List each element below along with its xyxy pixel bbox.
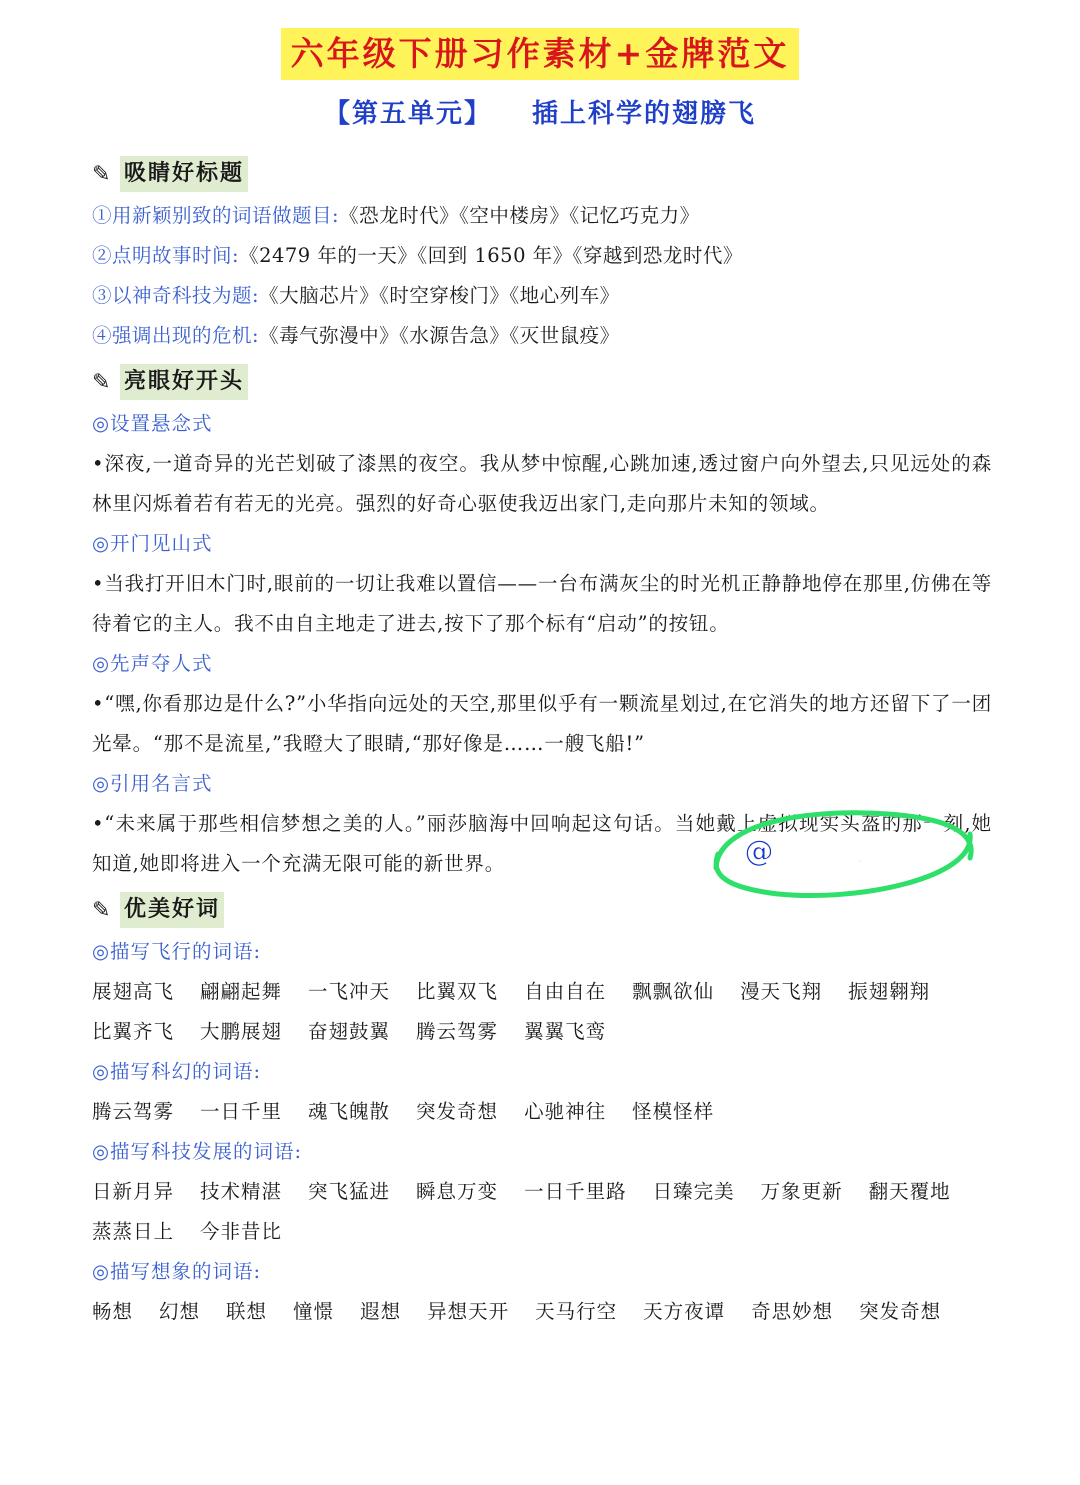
word-item: 突飞猛进 xyxy=(308,1180,391,1203)
word-item: 技术精湛 xyxy=(200,1180,283,1203)
word-item: 突发奇想 xyxy=(416,1100,499,1123)
word-item: 奋翅鼓翼 xyxy=(308,1020,391,1043)
word-item: 漫天飞翔 xyxy=(740,980,823,1003)
section-heading-titles: ✎ 吸睛好标题 xyxy=(92,152,992,196)
content xyxy=(92,148,992,1332)
word-item: 天方夜谭 xyxy=(643,1300,726,1323)
word-item: 展翅高飞 xyxy=(92,980,175,1003)
word-group-label: ◎描写科幻的词语: xyxy=(92,1060,262,1083)
word-item: 日新月异 xyxy=(92,1180,175,1203)
opening-label: ◎引用名言式 xyxy=(92,772,213,795)
opening-paragraph: •深夜,一道奇异的光芒划破了漆黑的夜空。我从梦中惊醒,心跳加速,透过窗户向外望去,只见远处的森林里闪烁着若有若无的光亮。强烈的好奇心驱使我迈出家门,走向那片未知的领域。 xyxy=(92,452,992,515)
word-list xyxy=(92,1292,992,1332)
word-item: 翻天覆地 xyxy=(868,1180,951,1203)
opening-label: ◎先声夺人式 xyxy=(92,652,213,675)
word-item: 自由自在 xyxy=(524,980,607,1003)
word-item: 今非昔比 xyxy=(200,1220,283,1243)
title-item: ④强调出现的危机:《毒气弥漫中》《水源告急》《灭世鼠疫》 xyxy=(92,324,620,347)
title-item: ①用新颖别致的词语做题目:《恐龙时代》《空中楼房》《记忆巧克力》 xyxy=(92,204,700,227)
word-item: 飘飘欲仙 xyxy=(632,980,715,1003)
title-item: ②点明故事时间:《2479 年的一天》《回到 1650 年》《穿越到恐龙时代》 xyxy=(92,244,743,267)
unit-topic: 插上科学的翅膀飞 xyxy=(532,99,757,129)
word-item: 蒸蒸日上 xyxy=(92,1220,175,1243)
word-item: 一日千里路 xyxy=(524,1180,627,1203)
word-item: 比翼齐飞 xyxy=(92,1020,175,1043)
word-item: 联想 xyxy=(226,1300,268,1323)
watermark xyxy=(708,798,980,908)
opening-label: ◎开门见山式 xyxy=(92,532,213,555)
word-item: 一日千里 xyxy=(200,1100,283,1123)
word-item: 瞬息万变 xyxy=(416,1180,499,1203)
word-item: 奇思妙想 xyxy=(751,1300,834,1323)
unit-label: 【第五单元】 xyxy=(323,99,492,129)
word-item: 大鹏展翅 xyxy=(200,1020,283,1043)
title-item: ③以神奇科技为题:《大脑芯片》《时空穿梭门》《地心列车》 xyxy=(92,284,620,307)
word-list xyxy=(92,972,992,1052)
word-item: 比翼双飞 xyxy=(416,980,499,1003)
word-list xyxy=(92,1092,992,1132)
word-item: 异想天开 xyxy=(427,1300,510,1323)
word-item: 憧憬 xyxy=(293,1300,335,1323)
word-item: 天马行空 xyxy=(535,1300,618,1323)
section-heading-openings: ✎ 亮眼好开头 xyxy=(92,360,992,404)
word-item: 翼翼飞鸾 xyxy=(524,1020,607,1043)
opening-paragraph: •当我打开旧木门时,眼前的一切让我难以置信——一台布满灰尘的时光机正静静地停在那里,仿佛在等待着它的主人。我不由自主地走了进去,按下了那个标有“启动”的按钮。 xyxy=(92,572,992,635)
section-heading-words: ✎ 优美好词 xyxy=(92,888,992,932)
word-groups xyxy=(92,932,992,1332)
word-item: 幻想 xyxy=(159,1300,201,1323)
unit-subtitle xyxy=(0,92,1080,136)
pencil-icon: ✎ xyxy=(92,897,111,923)
word-group-label: ◎描写科技发展的词语: xyxy=(92,1140,303,1163)
word-group-label: ◎描写想象的词语: xyxy=(92,1260,262,1283)
page-title: 六年级下册习作素材+金牌范文 xyxy=(281,28,800,80)
word-item: 振翅翱翔 xyxy=(848,980,931,1003)
pencil-icon: ✎ xyxy=(92,369,111,395)
word-item: 日臻完美 xyxy=(652,1180,735,1203)
word-item: 心驰神往 xyxy=(524,1100,607,1123)
word-item: 魂飞魄散 xyxy=(308,1100,391,1123)
word-item: 突发奇想 xyxy=(859,1300,942,1323)
word-item: 怪模怪样 xyxy=(632,1100,715,1123)
watermark-text: @鸭妮大过山 xyxy=(744,834,924,869)
opening-paragraph: •“嘿,你看那边是什么?”小华指向远处的天空,那里似乎有一颗流星划过,在它消失的地方还留下了一团光晕。“那不是流星,”我瞪大了眼睛,“那好像是……一艘飞船!” xyxy=(92,692,992,755)
word-item: 畅想 xyxy=(92,1300,134,1323)
word-group-label: ◎描写飞行的词语: xyxy=(92,940,262,963)
word-item: 万象更新 xyxy=(760,1180,843,1203)
word-item: 腾云驾雾 xyxy=(416,1020,499,1043)
word-item: 一飞冲天 xyxy=(308,980,391,1003)
word-item: 腾云驾雾 xyxy=(92,1100,175,1123)
opening-paragraph: •“未来属于那些相信梦想之美的人。”丽莎脑海中回响起这句话。当她戴上虚拟现实头盔的那一刻,她知道,她即将进入一个充满无限可能的新世界。 xyxy=(92,812,992,875)
word-list xyxy=(92,1172,992,1252)
word-item: 遐想 xyxy=(360,1300,402,1323)
pencil-icon: ✎ xyxy=(92,161,111,187)
opening-label: ◎设置悬念式 xyxy=(92,412,213,435)
word-item: 翩翩起舞 xyxy=(200,980,283,1003)
